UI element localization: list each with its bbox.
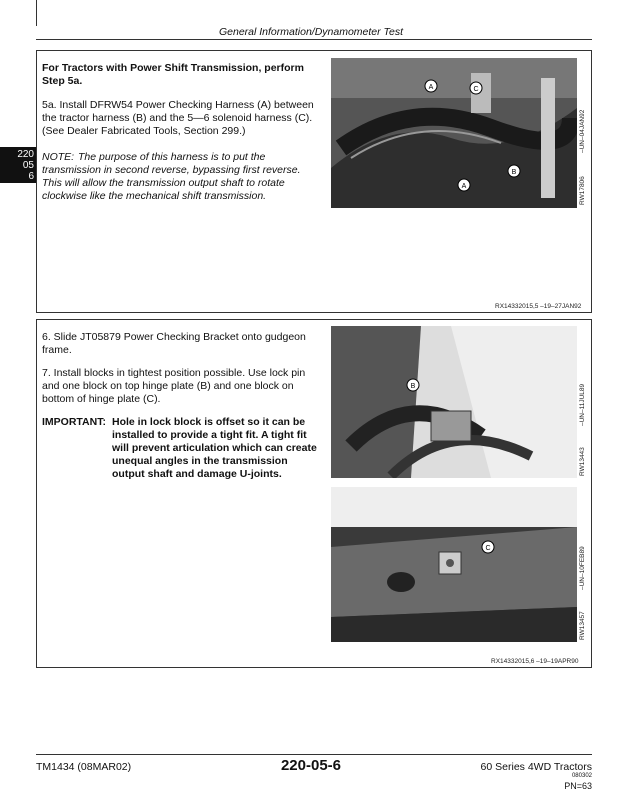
header-rule bbox=[36, 39, 592, 40]
block2-step-6: 6. Slide JT05879 Power Checking Bracket onto gudgeon frame. bbox=[42, 331, 306, 356]
photo3-un: –UN–10FEB89 bbox=[579, 546, 586, 590]
block1-note bbox=[42, 151, 318, 203]
footer-date-code: 080302 bbox=[571, 773, 592, 779]
callout-a-top: A bbox=[428, 84, 434, 91]
photo3-code: RW13457 bbox=[579, 611, 586, 640]
photo1-code: RW17806 bbox=[579, 176, 586, 205]
hinge-plate-photo-drawing bbox=[331, 326, 577, 478]
important-label: IMPORTANT: bbox=[42, 416, 106, 428]
section-tab-line3: 6 bbox=[28, 171, 34, 182]
callout-a-bottom: A bbox=[461, 183, 467, 190]
block2-step-7: 7. Install blocks in tightest position possible. Use lock pin and one block on top hinge plate (B) and one block on bottom of hinge plate (C). bbox=[42, 367, 306, 405]
photo1-un: –UN–04JAN92 bbox=[579, 109, 586, 153]
note-text: The purpose of this harness is to put the transmission in second reverse, bypassing first reverse. This will allow the transmission output shaft to rotate clockwise like the mechanical shift transmission. bbox=[42, 151, 301, 202]
page-header-title: General Information/Dynamometer Test bbox=[218, 26, 404, 38]
important-text: Hole in lock block is offset so it can be installed to provide a tight fit. A tight fit will prevent articulation which can create unequal angles in the transmission output shaft and damage U-joints. bbox=[112, 416, 317, 480]
note-label: NOTE: bbox=[42, 151, 75, 163]
footer-pn: PN=63 bbox=[564, 781, 592, 791]
photo2-un: –UN–11JUL89 bbox=[579, 383, 586, 426]
block2-important bbox=[42, 416, 318, 481]
harness-photo-drawing bbox=[331, 58, 577, 208]
hinge-plate-photo bbox=[331, 326, 577, 478]
callout-c-lock: C bbox=[485, 545, 491, 552]
block2-ref: RX14332015,6 –19–19APR90 bbox=[491, 658, 579, 665]
callout-b: B bbox=[511, 169, 517, 176]
harness-photo bbox=[331, 58, 577, 208]
top-margin-line bbox=[36, 0, 37, 26]
footer-manual: TM1434 (08MAR02) bbox=[36, 761, 132, 773]
photo2-code: RW13443 bbox=[579, 447, 586, 476]
footer-rule bbox=[36, 754, 592, 755]
callout-c: C bbox=[473, 86, 479, 93]
section-tab-line2: 05 bbox=[22, 160, 34, 171]
block1-ref: RX14332015,5 –19–27JAN92 bbox=[495, 303, 582, 310]
lock-block-photo bbox=[331, 487, 577, 642]
block1-heading: For Tractors with Power Shift Transmission, perform Step 5a. bbox=[42, 62, 304, 87]
lock-block-photo-drawing bbox=[331, 487, 577, 642]
footer-page-number: 220-05-6 bbox=[280, 757, 342, 774]
callout-b-hinge: B bbox=[410, 383, 416, 390]
section-tab-line1: 220 bbox=[17, 149, 34, 160]
block1-step-5a: 5a. Install DFRW54 Power Checking Harness (A) between the tractor harness (B) and the 5—6 solenoid harness (C). (See Dealer Fabricated Tools, Section 299.) bbox=[42, 99, 314, 137]
section-tab bbox=[0, 147, 36, 183]
footer-series: 60 Series 4WD Tractors bbox=[480, 761, 592, 773]
